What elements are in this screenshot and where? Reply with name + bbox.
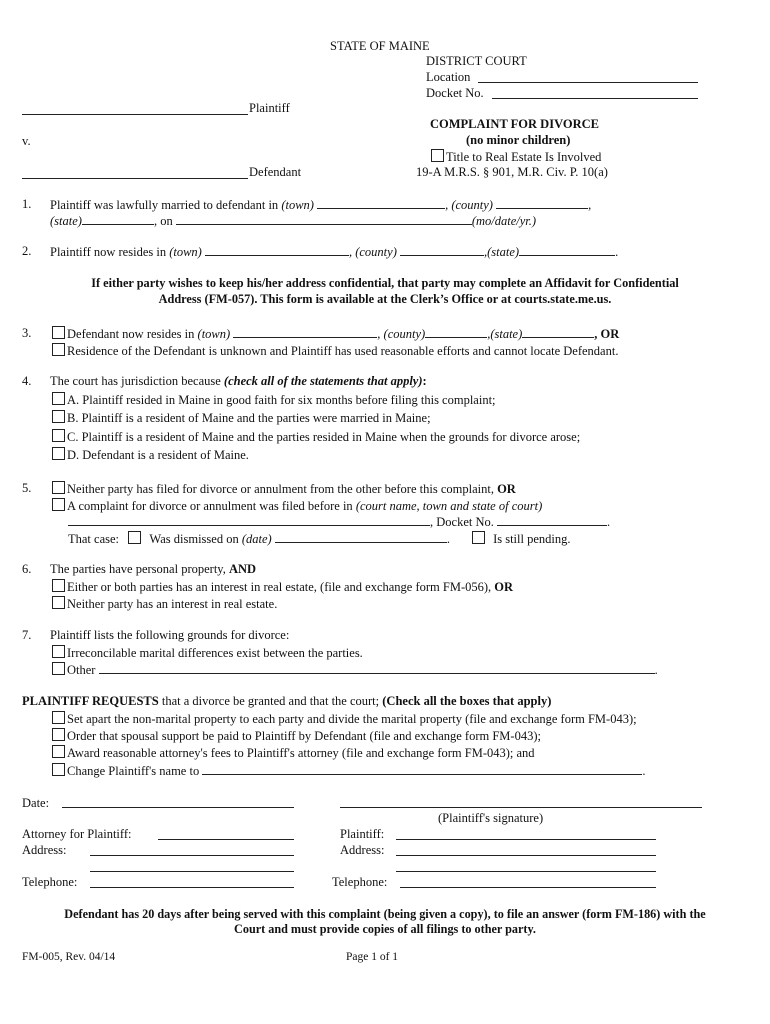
item6-real-estate-checkbox[interactable]	[52, 579, 65, 592]
item1-state-label: (state)	[50, 214, 82, 228]
item2-county-field[interactable]	[400, 244, 484, 256]
item1-county-field[interactable]	[496, 197, 588, 209]
real-estate-label: Title to Real Estate Is Involved	[446, 150, 602, 164]
item5-case-line: That case: Was dismissed on (date) . Is still pending.	[68, 532, 571, 546]
item1-town-label: (town)	[281, 198, 314, 212]
form-subtitle: (no minor children)	[466, 133, 571, 147]
item3-town-field[interactable]	[233, 326, 377, 338]
item4-option-a[interactable]: A. Plaintiff resided in Maine in good faith for six months before filing this complaint;	[52, 392, 496, 408]
item5-filed-before-checkbox[interactable]	[52, 498, 65, 511]
plaintiff-label: Plaintiff	[249, 101, 290, 115]
item3-option-unknown[interactable]	[52, 343, 618, 359]
item4-intro-text: The court has jurisdiction because	[50, 374, 221, 388]
defendant-label: Defendant	[249, 165, 302, 179]
plaintiff-telephone-label: Telephone:	[332, 875, 388, 889]
item6-number: 6.	[22, 562, 32, 576]
answer-warning-line2: Court and must provide copies of all filings to other party.	[234, 922, 536, 936]
item1-on-label: , on	[153, 214, 173, 228]
item7-other-checkbox[interactable]	[52, 662, 65, 675]
answer-warning-line1: Defendant has 20 days after being served with this complaint (being given a copy), to file an answer (form FM-186) with the	[64, 907, 706, 921]
defendant-name-field[interactable]	[22, 178, 248, 179]
item4-option-c[interactable]: C. Plaintiff is a resident of Maine and the parties resided in Maine when the grounds for divorce arose;	[52, 429, 580, 445]
item2-number: 2.	[22, 244, 32, 258]
item5-dismissed-label: Was dismissed on	[149, 532, 239, 546]
real-estate-checkbox[interactable]	[431, 149, 444, 162]
new-name-field[interactable]	[202, 763, 642, 775]
item4-option-d-checkbox[interactable]	[52, 447, 65, 460]
item1-line2	[50, 213, 536, 229]
date-label: Date:	[22, 796, 50, 810]
form-title: COMPLAINT FOR DIVORCE	[430, 117, 599, 131]
item5-number: 5.	[22, 481, 32, 495]
item5-pending-checkbox[interactable]	[472, 531, 485, 544]
plaintiff-address-field-1[interactable]	[396, 855, 656, 856]
item6-option-no-real-estate[interactable]: Neither party has an interest in real estate.	[52, 596, 277, 612]
attorney-label: Attorney for Plaintiff:	[22, 827, 132, 841]
item4-intro-instruction: (check all of the statements that apply)	[223, 374, 423, 388]
docket-label: Docket No.	[426, 86, 484, 100]
item3-unknown-checkbox[interactable]	[52, 343, 65, 356]
item2-text: Plaintiff now resides in	[50, 245, 167, 259]
request-property[interactable]: Set apart the non-marital property to each party and divide the marital property (file and exchange form FM-043);	[52, 711, 637, 727]
item3-resides-text: Defendant now resides in	[67, 327, 195, 341]
item2-town-field[interactable]	[205, 244, 349, 256]
plaintiff-signature-field[interactable]	[340, 807, 702, 808]
item1-date-field[interactable]	[176, 213, 472, 225]
attorney-address-label: Address:	[22, 843, 67, 857]
item5-that-case: That case:	[68, 532, 120, 546]
attorney-address-field-2[interactable]	[90, 871, 294, 872]
item2-county-label: , (county)	[348, 245, 397, 259]
item2-state-label: ,(state)	[484, 245, 520, 259]
item7-number: 7.	[22, 628, 32, 642]
item6-no-real-estate-checkbox[interactable]	[52, 596, 65, 609]
item3-option-resides[interactable]	[52, 326, 619, 342]
item5-court-field[interactable]	[68, 514, 430, 526]
attorney-field[interactable]	[158, 839, 294, 840]
item7-option-irreconcilable[interactable]: Irreconcilable marital differences exist between the parties.	[52, 645, 363, 661]
attorney-telephone-field[interactable]	[90, 887, 294, 888]
request-property-checkbox[interactable]	[52, 711, 65, 724]
date-field[interactable]	[62, 807, 294, 808]
plaintiff-address-label: Address:	[340, 843, 385, 857]
item1-text: Plaintiff was lawfully married to defendant in	[50, 198, 279, 212]
item6-intro: The parties have personal property, AND	[50, 562, 257, 576]
request-name-change-checkbox[interactable]	[52, 763, 65, 776]
court-heading: DISTRICT COURT	[426, 54, 527, 68]
request-fees-checkbox[interactable]	[52, 745, 65, 758]
request-name-change[interactable]: Change Plaintiff's name to .	[52, 763, 645, 779]
plaintiff-name-label: Plaintiff:	[340, 827, 385, 841]
item5-none-filed-checkbox[interactable]	[52, 481, 65, 494]
item5-court-line: , Docket No. .	[68, 514, 610, 530]
form-id: FM-005, Rev. 04/14	[22, 951, 116, 963]
statute-citation: 19-A M.R.S. § 901, M.R. Civ. P. 10(a)	[416, 165, 608, 179]
item1-county-label: , (county)	[445, 198, 493, 212]
attorney-telephone-label: Telephone:	[22, 875, 78, 889]
item3-county-field[interactable]	[425, 326, 487, 338]
item7-option-other[interactable]: Other .	[52, 662, 658, 678]
item1-town-field[interactable]	[317, 197, 445, 209]
item7-intro: Plaintiff lists the following grounds for divorce:	[50, 628, 290, 642]
requests-intro: PLAINTIFF REQUESTS that a divorce be granted and that the court; (Check all the boxes that apply)	[22, 694, 552, 708]
confidential-notice-line1: If either party wishes to keep his/her address confidential, that party may complete an Affidavit for Confidential	[91, 276, 679, 290]
item6-option-real-estate[interactable]: Either or both parties has an interest in real estate, (file and exchange form FM-056), OR	[52, 579, 513, 595]
plaintiff-telephone-field[interactable]	[400, 887, 656, 888]
item5-docket-field[interactable]	[497, 514, 607, 526]
signature-caption: (Plaintiff's signature)	[438, 811, 544, 825]
location-label: Location	[426, 70, 471, 84]
item3-unknown-text: Residence of the Defendant is unknown and Plaintiff has used reasonable efforts and cannot locate Defendant.	[67, 344, 619, 358]
item4-option-b-checkbox[interactable]	[52, 410, 65, 423]
page-number: Page 1 of 1	[346, 951, 399, 963]
item4-number: 4.	[22, 374, 32, 388]
plaintiff-address-field-2[interactable]	[396, 871, 656, 872]
item3-number: 3.	[22, 326, 32, 340]
item3-state-field[interactable]	[522, 326, 594, 338]
request-attorney-fees[interactable]: Award reasonable attorney's fees to Plaintiff's attorney (file and exchange form FM-043); and	[52, 745, 535, 761]
request-spousal-checkbox[interactable]	[52, 728, 65, 741]
item5-dismissed-checkbox[interactable]	[128, 531, 141, 544]
real-estate-option[interactable]	[431, 149, 601, 165]
item7-irreconcilable-checkbox[interactable]	[52, 645, 65, 658]
item3-or: , OR	[594, 327, 620, 341]
confidential-notice-line2: Address (FM-057). This form is available at the Clerk’s Office or at courts.state.me.us.	[158, 292, 612, 306]
item1-date-label: (mo/date/yr.)	[471, 214, 537, 228]
item4-option-b[interactable]: B. Plaintiff is a resident of Maine and the parties were married in Maine;	[52, 410, 431, 426]
item3-state-label: ,(state)	[487, 327, 523, 341]
item1-line1: Plaintiff was lawfully married to defendant in (town) , (county) ,	[50, 198, 592, 212]
item5-pending-label: Is still pending.	[493, 532, 571, 546]
item1-number: 1.	[22, 197, 32, 211]
item7-other-field[interactable]	[99, 662, 655, 674]
item5-dismissed-date-field[interactable]	[275, 531, 447, 543]
item3-county-label: , (county)	[377, 327, 426, 341]
item2-line: Plaintiff now resides in (town) , (county) ,(state) .	[50, 245, 619, 259]
plaintiff-signer-field[interactable]	[396, 839, 656, 840]
item4-intro: The court has jurisdiction because (check all of the statements that apply):	[50, 374, 427, 388]
item1-state-field[interactable]	[82, 213, 154, 225]
item5-option-none-filed[interactable]: Neither party has filed for divorce or annulment from the other before this complaint, OR	[52, 481, 516, 497]
item4-option-a-checkbox[interactable]	[52, 392, 65, 405]
state-heading: STATE OF MAINE	[330, 39, 430, 53]
item5-option-filed-before[interactable]: A complaint for divorce or annulment was filed before in (court name, town and state of court)	[52, 498, 542, 514]
docket-field[interactable]	[492, 98, 698, 99]
request-spousal-support[interactable]: Order that spousal support be paid to Plaintiff by Defendant (file and exchange form FM-043);	[52, 728, 541, 744]
item2-town-label: (town)	[169, 245, 202, 259]
item4-option-c-checkbox[interactable]	[52, 429, 65, 442]
item2-state-field[interactable]	[519, 244, 615, 256]
item5-court-hint: (court name, town and state of court)	[355, 499, 543, 513]
location-field[interactable]	[478, 82, 698, 83]
plaintiff-name-field[interactable]	[22, 114, 248, 115]
item3-town-label: (town)	[197, 327, 231, 341]
item4-option-d[interactable]: D. Defendant is a resident of Maine.	[52, 447, 249, 463]
versus-label: v.	[22, 134, 31, 148]
attorney-address-field-1[interactable]	[90, 855, 294, 856]
item3-resides-checkbox[interactable]	[52, 326, 65, 339]
